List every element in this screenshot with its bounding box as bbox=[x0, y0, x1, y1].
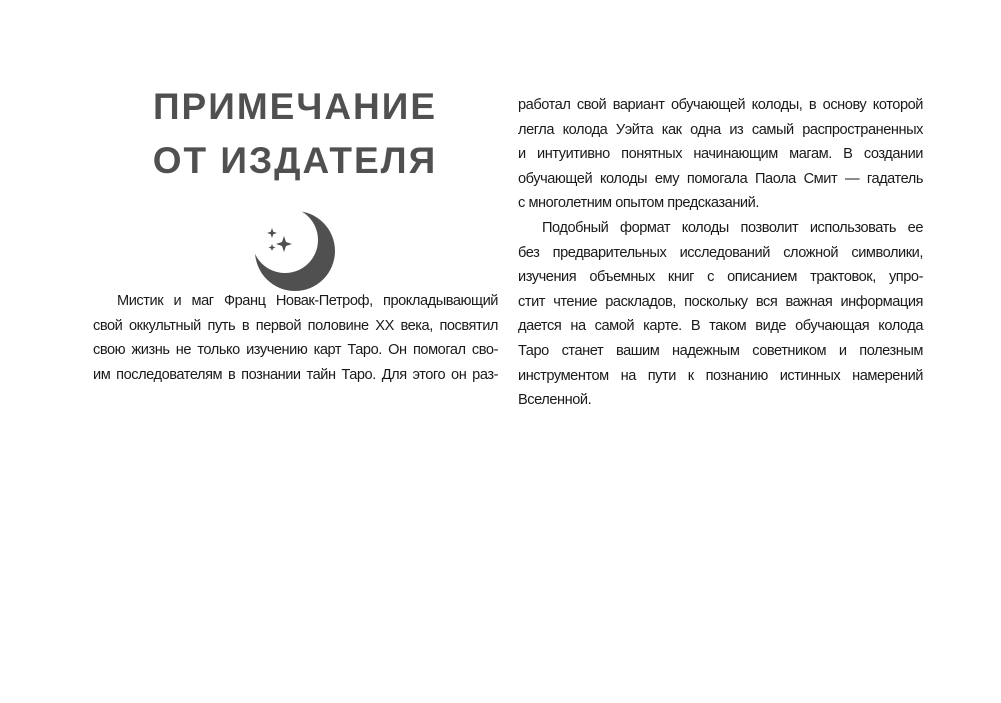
title-line-1: ПРИМЕЧАНИЕ bbox=[152, 86, 438, 127]
text-line: обучающей колоды ему помогала Паола Смит — гадатель bbox=[518, 170, 923, 187]
text-line: дается на самой карте. В таком виде обучающая колода bbox=[518, 318, 923, 335]
text-line: Подобный формат колоды позволит использовать ее bbox=[542, 219, 923, 236]
left-column-text bbox=[93, 289, 498, 387]
text-line: легла колода Уэйта как одна из самый распространенных bbox=[518, 121, 923, 138]
text-line: Вселенной. bbox=[518, 392, 592, 409]
right-column-text bbox=[518, 93, 923, 413]
text-line: им последователям в познании тайн Таро. Для этого он раз- bbox=[93, 366, 498, 383]
text-line: Мистик и маг Франц Новак-Петроф, прокладывающий bbox=[117, 293, 498, 309]
title-line-2: ОТ ИЗДАТЕЛЯ bbox=[152, 140, 438, 181]
text-line: Таро станет вашим надежным советником и полезным bbox=[518, 342, 923, 359]
text-line: инструментом на пути к познанию истинных намерений bbox=[518, 367, 923, 384]
text-line: изучения объемных книг с описанием трактовок, упро- bbox=[518, 269, 923, 286]
text-line: без предварительных исследований сложной символики, bbox=[518, 244, 923, 261]
text-line: работал свой вариант обучающей колоды, в основу которой bbox=[518, 97, 923, 113]
text-line: свою жизнь не только изучению карт Таро. Он помогал сво- bbox=[93, 342, 498, 359]
text-line: стит чтение раскладов, поскольку вся важная информация bbox=[518, 293, 923, 310]
text-line: свой оккультный путь в первой половине XX века, посвятил bbox=[93, 317, 498, 334]
text-line: с многолетним опытом предсказаний. bbox=[518, 195, 759, 212]
text-line: и интуитивно понятных начинающим магам. В создании bbox=[518, 146, 923, 163]
crescent-moon-icon bbox=[252, 208, 338, 294]
